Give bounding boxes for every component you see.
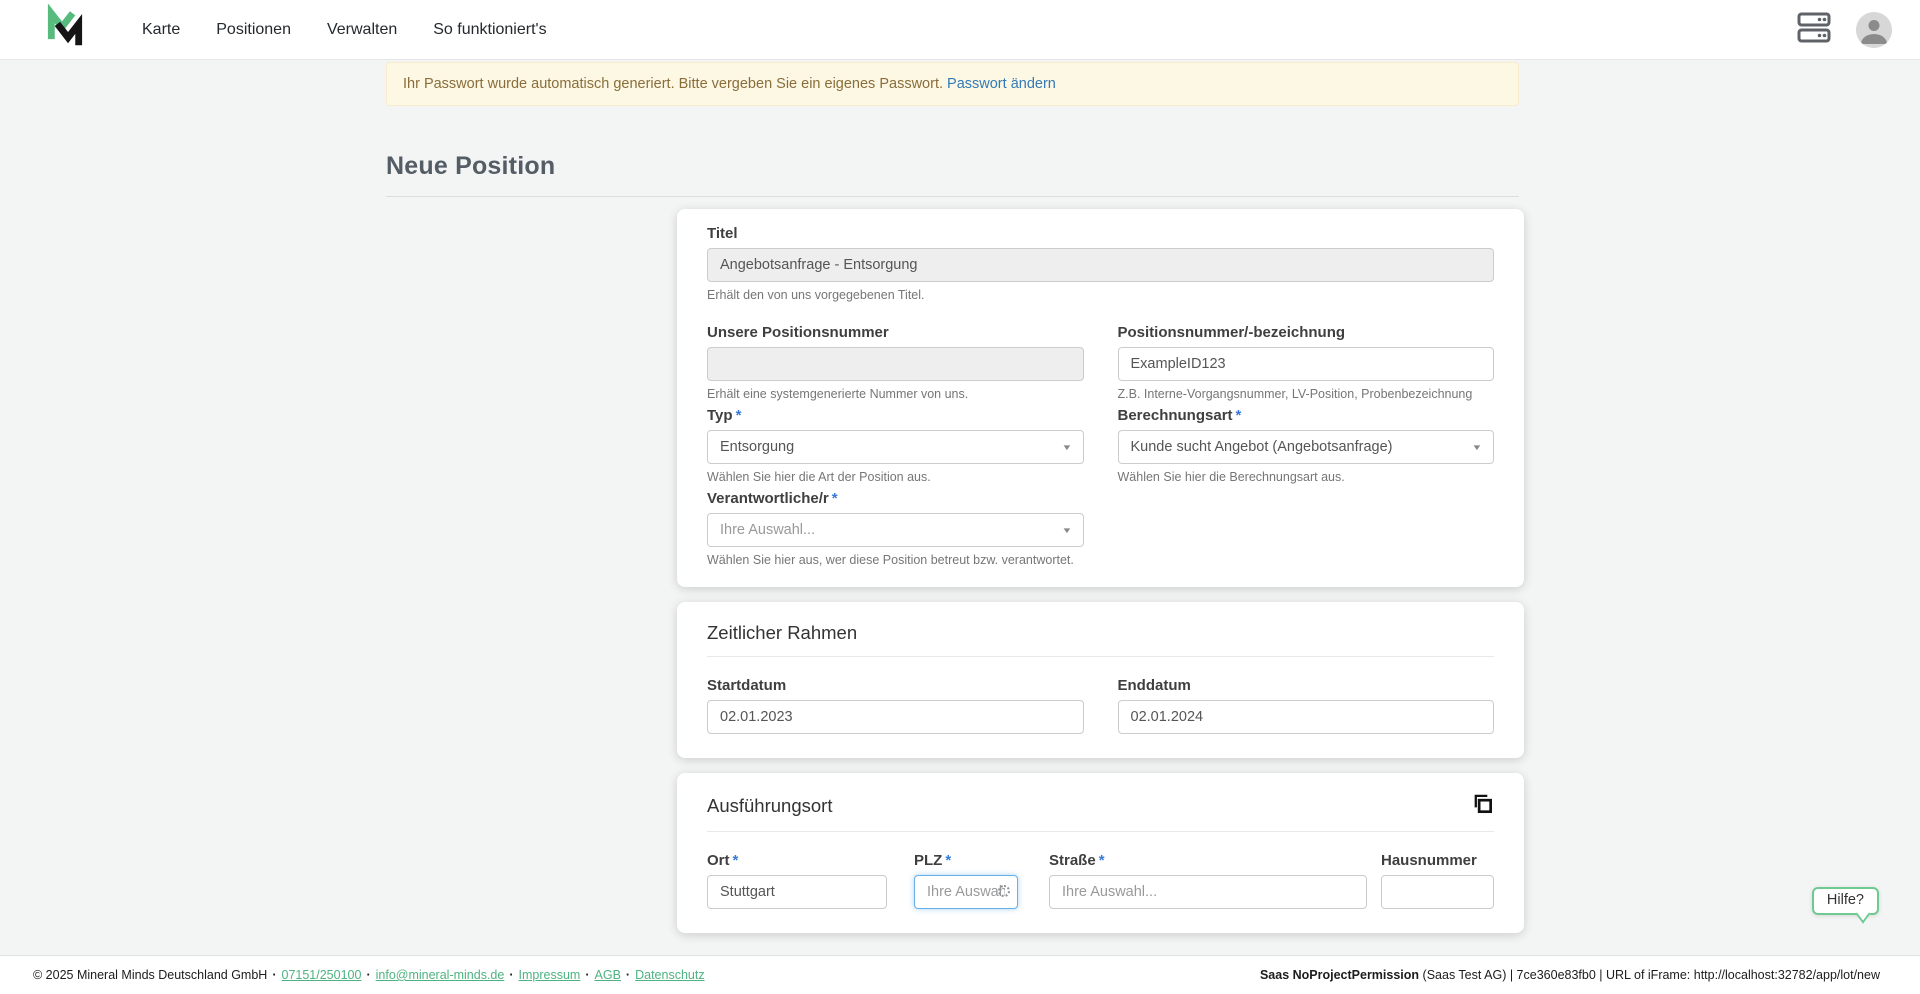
typ-select[interactable] (707, 430, 1084, 464)
copy-location-button[interactable] (1471, 793, 1494, 819)
berechnungsart-select[interactable] (1118, 430, 1495, 464)
positionsnummer-input[interactable] (1118, 347, 1495, 381)
berechnungsart-group (1118, 407, 1495, 484)
page-container (386, 62, 1519, 933)
verantwortliche-select[interactable] (707, 513, 1084, 547)
footer-separator: · (625, 968, 631, 982)
chevron-down-icon: ▼ (1060, 442, 1073, 452)
change-password-link[interactable]: Passwort ändern (947, 76, 1056, 92)
required-mark: * (945, 852, 952, 869)
section-divider (707, 831, 1494, 832)
titel-helper: Erhält den von uns vorgegebenen Titel. (707, 288, 925, 302)
hausnummer-label: Hausnummer (1381, 852, 1477, 869)
position-details-card (677, 209, 1524, 587)
help-button[interactable]: Hilfe? (1812, 887, 1879, 915)
loading-spinner-icon (998, 885, 1010, 897)
required-mark: * (1098, 852, 1105, 869)
footer-impressum-link[interactable]: Impressum (518, 968, 581, 982)
page-footer (0, 955, 1920, 994)
top-navbar (0, 0, 1920, 60)
section-divider (707, 656, 1494, 657)
berechnungsart-select-value: Kunde sucht Angebot (Angebotsanfrage) (1130, 439, 1393, 455)
chevron-down-icon: ▼ (1060, 525, 1073, 535)
user-avatar-button[interactable] (1856, 12, 1892, 48)
enddatum-input[interactable] (1118, 700, 1495, 734)
typ-group (707, 407, 1084, 484)
ort-label: Ort * (707, 852, 739, 869)
avatar-icon (1856, 12, 1892, 48)
page-header (386, 152, 1519, 197)
verantwortliche-group (707, 490, 1084, 567)
typ-label: Typ * (707, 407, 742, 424)
startdatum-label: Startdatum (707, 677, 787, 694)
nav-link-positionen[interactable]: Positionen (216, 20, 291, 38)
footer-separator: · (509, 968, 514, 982)
navbar-right (1796, 11, 1892, 48)
ausfuehrungsort-card (677, 773, 1524, 933)
chevron-down-icon: ▼ (1471, 442, 1483, 452)
required-mark: * (735, 407, 742, 424)
verantwortliche-helper: Wählen Sie hier aus, wer diese Position betreut bzw. verantwortet. (707, 553, 1074, 567)
strasse-label: Straße * (1049, 852, 1105, 869)
footer-datenschutz-link[interactable]: Datenschutz (635, 968, 705, 982)
unsere-positionsnummer-group (707, 324, 1084, 401)
nav-link-verwalten[interactable]: Verwalten (326, 20, 398, 38)
typ-select-value: Entsorgung (720, 439, 795, 455)
server-stack-icon (1796, 11, 1832, 48)
titel-label: Titel (707, 225, 738, 242)
password-warning-banner (386, 62, 1519, 106)
mineral-minds-logo[interactable] (46, 7, 84, 53)
zeitlicher-rahmen-card (677, 602, 1524, 758)
positionsnummer-group (1118, 324, 1495, 401)
footer-copyright: © 2025 Mineral Minds Deutschland GmbH (33, 968, 268, 982)
required-mark: * (732, 852, 739, 869)
nav-link-so-funktionierts[interactable]: So funktioniert's (433, 20, 547, 38)
copy-icon (1471, 793, 1494, 819)
footer-separator: · (366, 968, 371, 982)
unsere-positionsnummer-helper: Erhält eine systemgenerierte Nummer von uns. (707, 387, 969, 401)
banner-message: Ihr Passwort wurde automatisch generiert. Bitte vergeben Sie ein eigenes Passwort. (403, 76, 943, 92)
footer-email-link[interactable]: info@mineral-minds.de (375, 968, 505, 982)
footer-phone-link[interactable]: 07151/250100 (281, 968, 362, 982)
startdatum-input[interactable] (707, 700, 1084, 734)
unsere-positionsnummer-input (707, 347, 1084, 381)
required-mark: * (1235, 407, 1242, 424)
strasse-input[interactable] (1049, 875, 1367, 909)
berechnungsart-helper: Wählen Sie hier die Berechnungsart aus. (1117, 470, 1345, 484)
page-title: Neue Position (386, 152, 556, 180)
ausfuehrungsort-title: Ausführungsort (707, 795, 833, 816)
verantwortliche-select-placeholder: Ihre Auswahl... (720, 522, 816, 538)
hausnummer-input[interactable] (1381, 875, 1494, 909)
footer-agb-link[interactable]: AGB (594, 968, 621, 982)
typ-helper: Wählen Sie hier die Art der Position aus. (707, 470, 931, 484)
main-nav (140, 17, 549, 43)
form-column (677, 209, 1524, 933)
footer-tenant-detail: (Saas Test AG) | 7ce360e83fb0 | URL of iFrame: http://localhost:32782/app/lot/new (1419, 968, 1880, 982)
berechnungsart-label: Berechnungsart * (1117, 407, 1242, 424)
footer-tenant-name: Saas NoProjectPermission (1259, 968, 1420, 982)
server-stack-button[interactable] (1796, 11, 1832, 48)
enddatum-label: Enddatum (1117, 677, 1191, 694)
zeitlicher-rahmen-title: Zeitlicher Rahmen (707, 622, 858, 643)
footer-separator: · (585, 968, 590, 982)
required-mark: * (831, 490, 838, 507)
positionsnummer-helper: Z.B. Interne-Vorgangsnummer, LV-Position, Probenbezeichnung (1117, 387, 1473, 401)
ort-input[interactable] (707, 875, 887, 909)
verantwortliche-label: Verantwortliche/r * (707, 490, 838, 507)
unsere-positionsnummer-label: Unsere Positionsnummer (707, 324, 889, 341)
titel-input (707, 248, 1494, 282)
titel-group (707, 225, 1494, 302)
positionsnummer-label: Positionsnummer/-bezeichnung (1117, 324, 1346, 341)
nav-link-karte[interactable]: Karte (142, 20, 181, 38)
footer-separator: · (272, 968, 277, 982)
plz-label: PLZ * (914, 852, 952, 869)
brand-m-icon (46, 4, 84, 55)
footer-tenant-info (1260, 968, 1880, 982)
